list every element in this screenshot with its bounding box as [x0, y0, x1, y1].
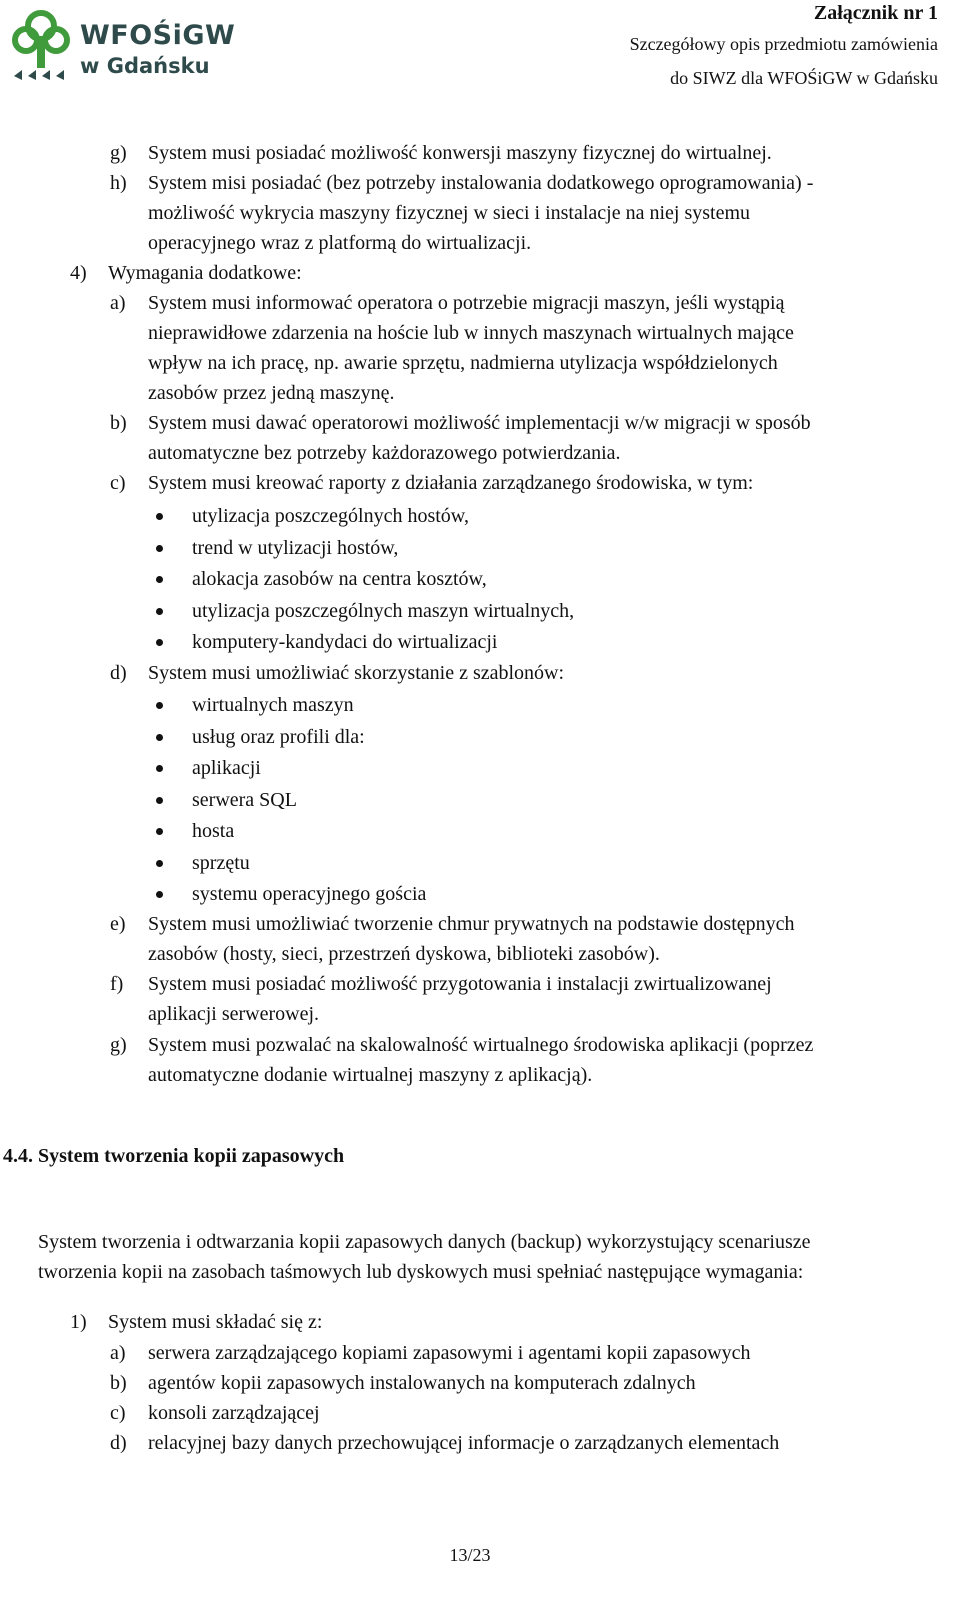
- item-label: g): [110, 142, 127, 164]
- bullet-icon: [156, 513, 163, 520]
- page-header: [0, 0, 960, 100]
- item-text: wpływ na ich pracę, np. awarie sprzętu, nadmierna utylizacja współdzielonych: [148, 352, 778, 374]
- list-item: systemu operacyjnego gościa: [192, 883, 427, 905]
- section-label: 1): [70, 1311, 87, 1333]
- item-text: System musi posiadać możliwość przygotowania i instalacji zwirtualizowanej: [148, 973, 772, 995]
- bullet-icon: [156, 608, 163, 615]
- list-item: sprzętu: [192, 852, 250, 874]
- list-item: serwera SQL: [192, 789, 297, 811]
- item-text: System musi informować operatora o potrzebie migracji maszyn, jeśli wystąpią: [148, 292, 785, 314]
- paragraph: System tworzenia i odtwarzania kopii zapasowych danych (backup) wykorzystujący scenariusze: [38, 1231, 811, 1253]
- item-text: relacyjnej bazy danych przechowującej informacje o zarządzanych elementach: [148, 1432, 780, 1454]
- bullet-icon: [156, 765, 163, 772]
- item-label: c): [110, 472, 126, 494]
- section-text: System musi składać się z:: [108, 1311, 323, 1333]
- item-label: e): [110, 913, 126, 935]
- bullet-icon: [156, 734, 163, 741]
- paragraph: tworzenia kopii na zasobach taśmowych lub dyskowych musi spełniać następujące wymagania:: [38, 1261, 804, 1283]
- item-label: h): [110, 172, 127, 194]
- bullet-icon: [156, 797, 163, 804]
- item-label: d): [110, 662, 127, 684]
- list-item: alokacja zasobów na centra kosztów,: [192, 568, 487, 590]
- bullet-icon: [156, 702, 163, 709]
- bullet-icon: [156, 639, 163, 646]
- page-number: 13/23: [449, 1545, 491, 1565]
- item-text: serwera zarządzającego kopiami zapasowymi i agentami kopii zapasowych: [148, 1342, 751, 1364]
- header-subtitle-2: do SIWZ dla WFOŚiGW w Gdańsku: [670, 68, 938, 88]
- bullet-icon: [156, 891, 163, 898]
- list-item: utylizacja poszczególnych hostów,: [192, 505, 469, 527]
- item-text: konsoli zarządzającej: [148, 1402, 320, 1424]
- attachment-label: Załącznik nr 1: [813, 2, 938, 24]
- item-label: d): [110, 1432, 127, 1454]
- item-text: zasobów przez jedną maszynę.: [148, 382, 395, 404]
- item-label: a): [110, 1342, 126, 1364]
- item-text: automatyczne dodanie wirtualnej maszyny z aplikacją).: [148, 1064, 593, 1086]
- bullet-icon: [156, 576, 163, 583]
- section-text: Wymagania dodatkowe:: [108, 262, 302, 284]
- item-label: c): [110, 1402, 126, 1424]
- item-text: aplikacji serwerowej.: [148, 1003, 320, 1025]
- item-text: zasobów (hosty, sieci, przestrzeń dyskowa, biblioteki zasobów).: [148, 943, 660, 965]
- item-text: System musi umożliwiać tworzenie chmur prywatnych na podstawie dostępnych: [148, 913, 795, 935]
- item-text: System musi posiadać możliwość konwersji maszyny fizycznej do wirtualnej.: [148, 142, 772, 164]
- item-text: System musi dawać operatorowi możliwość implementacji w/w migracji w sposób: [148, 412, 811, 434]
- logo-line2: w Gdańsku: [80, 54, 210, 78]
- item-label: b): [110, 412, 127, 434]
- item-text: agentów kopii zapasowych instalowanych na komputerach zdalnych: [148, 1372, 696, 1394]
- list-item: wirtualnych maszyn: [192, 694, 354, 716]
- item-label: b): [110, 1372, 127, 1394]
- bullet-icon: [156, 860, 163, 867]
- item-label: g): [110, 1034, 127, 1056]
- item-text: System musi pozwalać na skalowalność wirtualnego środowiska aplikacji (poprzez: [148, 1034, 814, 1056]
- item-text: System musi kreować raporty z działania zarządzanego środowiska, w tym:: [148, 472, 754, 494]
- list-item: aplikacji: [192, 757, 261, 779]
- item-text: System musi umożliwiać skorzystanie z szablonów:: [148, 662, 565, 684]
- bullet-icon: [156, 828, 163, 835]
- list-item: usług oraz profili dla:: [192, 726, 365, 748]
- item-text: nieprawidłowe zdarzenia na hoście lub w innych maszynach wirtualnych mające: [148, 322, 794, 344]
- list-item: hosta: [192, 820, 235, 842]
- list-item: trend w utylizacji hostów,: [192, 537, 399, 559]
- list-item: komputery-kandydaci do wirtualizacji: [192, 631, 498, 653]
- header-subtitle-1: Szczegółowy opis przedmiotu zamówienia: [629, 34, 938, 54]
- section-label: 4): [70, 262, 87, 284]
- logo: [8, 6, 238, 88]
- item-text: automatyczne bez potrzeby każdorazowego potwierdzania.: [148, 442, 621, 464]
- bullet-icon: [156, 545, 163, 552]
- tree-logo-icon: [8, 6, 78, 88]
- item-label: a): [110, 292, 126, 314]
- item-text: operacyjnego wraz z platformą do wirtualizacji.: [148, 232, 532, 254]
- item-text: System misi posiadać (bez potrzeby instalowania dodatkowego oprogramowania) -: [148, 172, 814, 194]
- section-heading: 4.4. System tworzenia kopii zapasowych: [3, 1145, 345, 1167]
- logo-line1: WFOŚiGW: [80, 20, 236, 51]
- list-item: utylizacja poszczególnych maszyn wirtualnych,: [192, 600, 575, 622]
- item-label: f): [110, 973, 124, 995]
- item-text: możliwość wykrycia maszyny fizycznej w sieci i instalacje na niej systemu: [148, 202, 751, 224]
